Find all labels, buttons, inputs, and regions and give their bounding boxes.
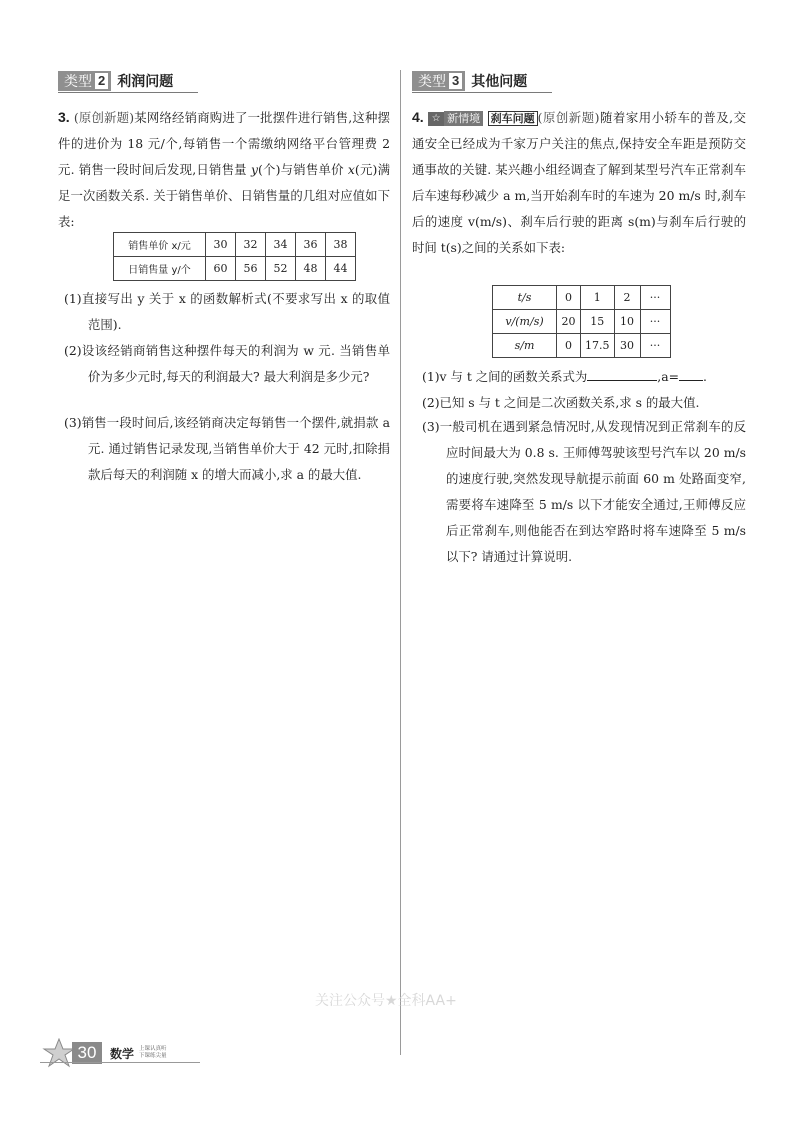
table-cell: 60	[206, 257, 236, 281]
section-underline	[412, 92, 552, 93]
type-number: 3	[449, 73, 462, 89]
slogan-line: 上课认真听	[139, 1046, 167, 1052]
question-3: (3)一般司机在遇到紧急情况时,从发现情况到正常刹车的反应时间最大为 0.8 s. 王师傅驾驶该型号汽车以 20 m/s 的速度行驶,突然发现导航提示前面 60 m 处路面变窄,需要将车速降至 5 m/s 以下才能安全通过,王师傅反应后正常刹车,则他能否在到达窄路时将车速降至 5 m/s 以下? 请通过计算说明.	[422, 419, 746, 564]
problem-number: 3.	[58, 109, 70, 125]
page-footer	[40, 1038, 167, 1068]
table-cell: 32	[236, 233, 266, 257]
section-header-type2	[58, 70, 173, 92]
answer-blank[interactable]	[587, 367, 657, 381]
table-cell: 44	[326, 257, 356, 281]
type-tag-label: 类型	[418, 73, 446, 89]
table-cell: 0	[557, 286, 581, 310]
type-tag	[412, 71, 465, 91]
table-header-cell: v/(m/s)	[493, 310, 557, 334]
section-underline	[58, 92, 198, 93]
problem-3-stem	[58, 104, 390, 235]
problem-source: (原创新题)	[73, 110, 135, 125]
new-context-badge: 新情境	[444, 111, 483, 126]
table-cell: 2	[614, 286, 640, 310]
section-header-type3	[412, 70, 527, 92]
table-header-cell: t/s	[493, 286, 557, 310]
problem-text: (个)与销售单价	[257, 162, 348, 177]
type-tag-label: 类型	[64, 73, 92, 89]
question-text: .	[702, 369, 707, 384]
table-cell: 0	[557, 334, 581, 358]
slogan-line: 下课练尖量	[139, 1053, 167, 1059]
table-cell: 34	[266, 233, 296, 257]
braking-table	[492, 285, 671, 358]
problem-text: 随着家用小轿车的普及,交通安全已经成为千家万户关注的焦点,保持安全车距是预防交通事故的关键. 某兴趣小组经调查了解到某型号汽车正常刹车后车速每秒减少 a m,当开始刹车时的车速为 20 m/s 时,刹车后的速度 v(m/s)、刹车后行驶的距离 s(m)与刹车后行驶的时间 t(s)之间的关系如下表:	[412, 110, 746, 255]
table-header-cell: 销售单价 x/元	[114, 233, 206, 257]
table-cell: ···	[640, 286, 670, 310]
table-cell: 17.5	[581, 334, 615, 358]
table-cell: 30	[614, 334, 640, 358]
answer-blank[interactable]	[679, 367, 703, 381]
var-y: y	[250, 162, 258, 177]
table-cell: 20	[557, 310, 581, 334]
subject-label: 数学	[110, 1046, 135, 1061]
table-cell: ···	[640, 310, 670, 334]
table-cell: 36	[296, 233, 326, 257]
page-number: 30	[72, 1042, 102, 1064]
table-header-cell: s/m	[493, 334, 557, 358]
type-number: 2	[95, 73, 108, 89]
table-cell: 48	[296, 257, 326, 281]
watermark: 关注公众号★全科AA+	[315, 993, 457, 1009]
table-row	[114, 257, 356, 281]
section-title: 利润问题	[117, 74, 174, 90]
problem-text: 某网络经销商购进了一批摆件进行销售,这种摆件的进价为 18 元/个,每销售一个需缴纳网络平台管理费 2 元. 销售一段时间后发现,日销售量	[58, 110, 390, 177]
table-cell: ···	[640, 334, 670, 358]
star-icon: ☆	[428, 112, 444, 126]
table-cell: 1	[581, 286, 615, 310]
problem-number: 4.	[412, 109, 424, 125]
question-2: (2)设该经销商销售这种摆件每天的利润为 w 元. 当销售单价为多少元时,每天的利润最大? 最大利润是多少元?	[64, 343, 390, 384]
problem-4-stem	[412, 104, 746, 261]
var-x: x	[347, 162, 355, 177]
table-cell: 10	[614, 310, 640, 334]
question-1: (1)直接写出 y 关于 x 的函数解析式(不要求写出 x 的取值范围).	[64, 291, 390, 332]
table-cell: 56	[236, 257, 266, 281]
problem-source: (原创新题)	[537, 110, 600, 125]
table-cell: 15	[581, 310, 615, 334]
table-row	[493, 334, 671, 358]
section-title: 其他问题	[471, 74, 528, 90]
table-cell: 52	[266, 257, 296, 281]
slogan	[139, 1046, 167, 1060]
price-sales-table	[113, 232, 356, 281]
table-row	[493, 310, 671, 334]
question-text: (1)v 与 t 之间的函数关系式为	[422, 369, 588, 384]
question-2: (2)已知 s 与 t 之间是二次函数关系,求 s 的最大值.	[422, 395, 700, 410]
column-divider	[400, 70, 401, 1055]
topic-badge: 刹车问题	[488, 111, 538, 126]
footer-rule	[40, 1062, 200, 1063]
table-header-cell: 日销售量 y/个	[114, 257, 206, 281]
table-cell: 38	[326, 233, 356, 257]
question-1	[422, 364, 746, 390]
table-row	[114, 233, 356, 257]
problem-text: (元)满足一次函数关系. 关于销售单价、日销售量的几组对应值如下表:	[58, 162, 390, 229]
table-cell: 30	[206, 233, 236, 257]
question-text: ,a=	[657, 369, 679, 384]
table-row	[493, 286, 671, 310]
type-tag	[58, 71, 111, 91]
star-logo-icon	[40, 1038, 78, 1068]
question-3: (3)销售一段时间后,该经销商决定每销售一个摆件,就捐款 a 元. 通过销售记录发现,当销售单价大于 42 元时,扣除捐款后每天的利润随 x 的增大而减小,求 a 的最大值.	[64, 415, 390, 482]
